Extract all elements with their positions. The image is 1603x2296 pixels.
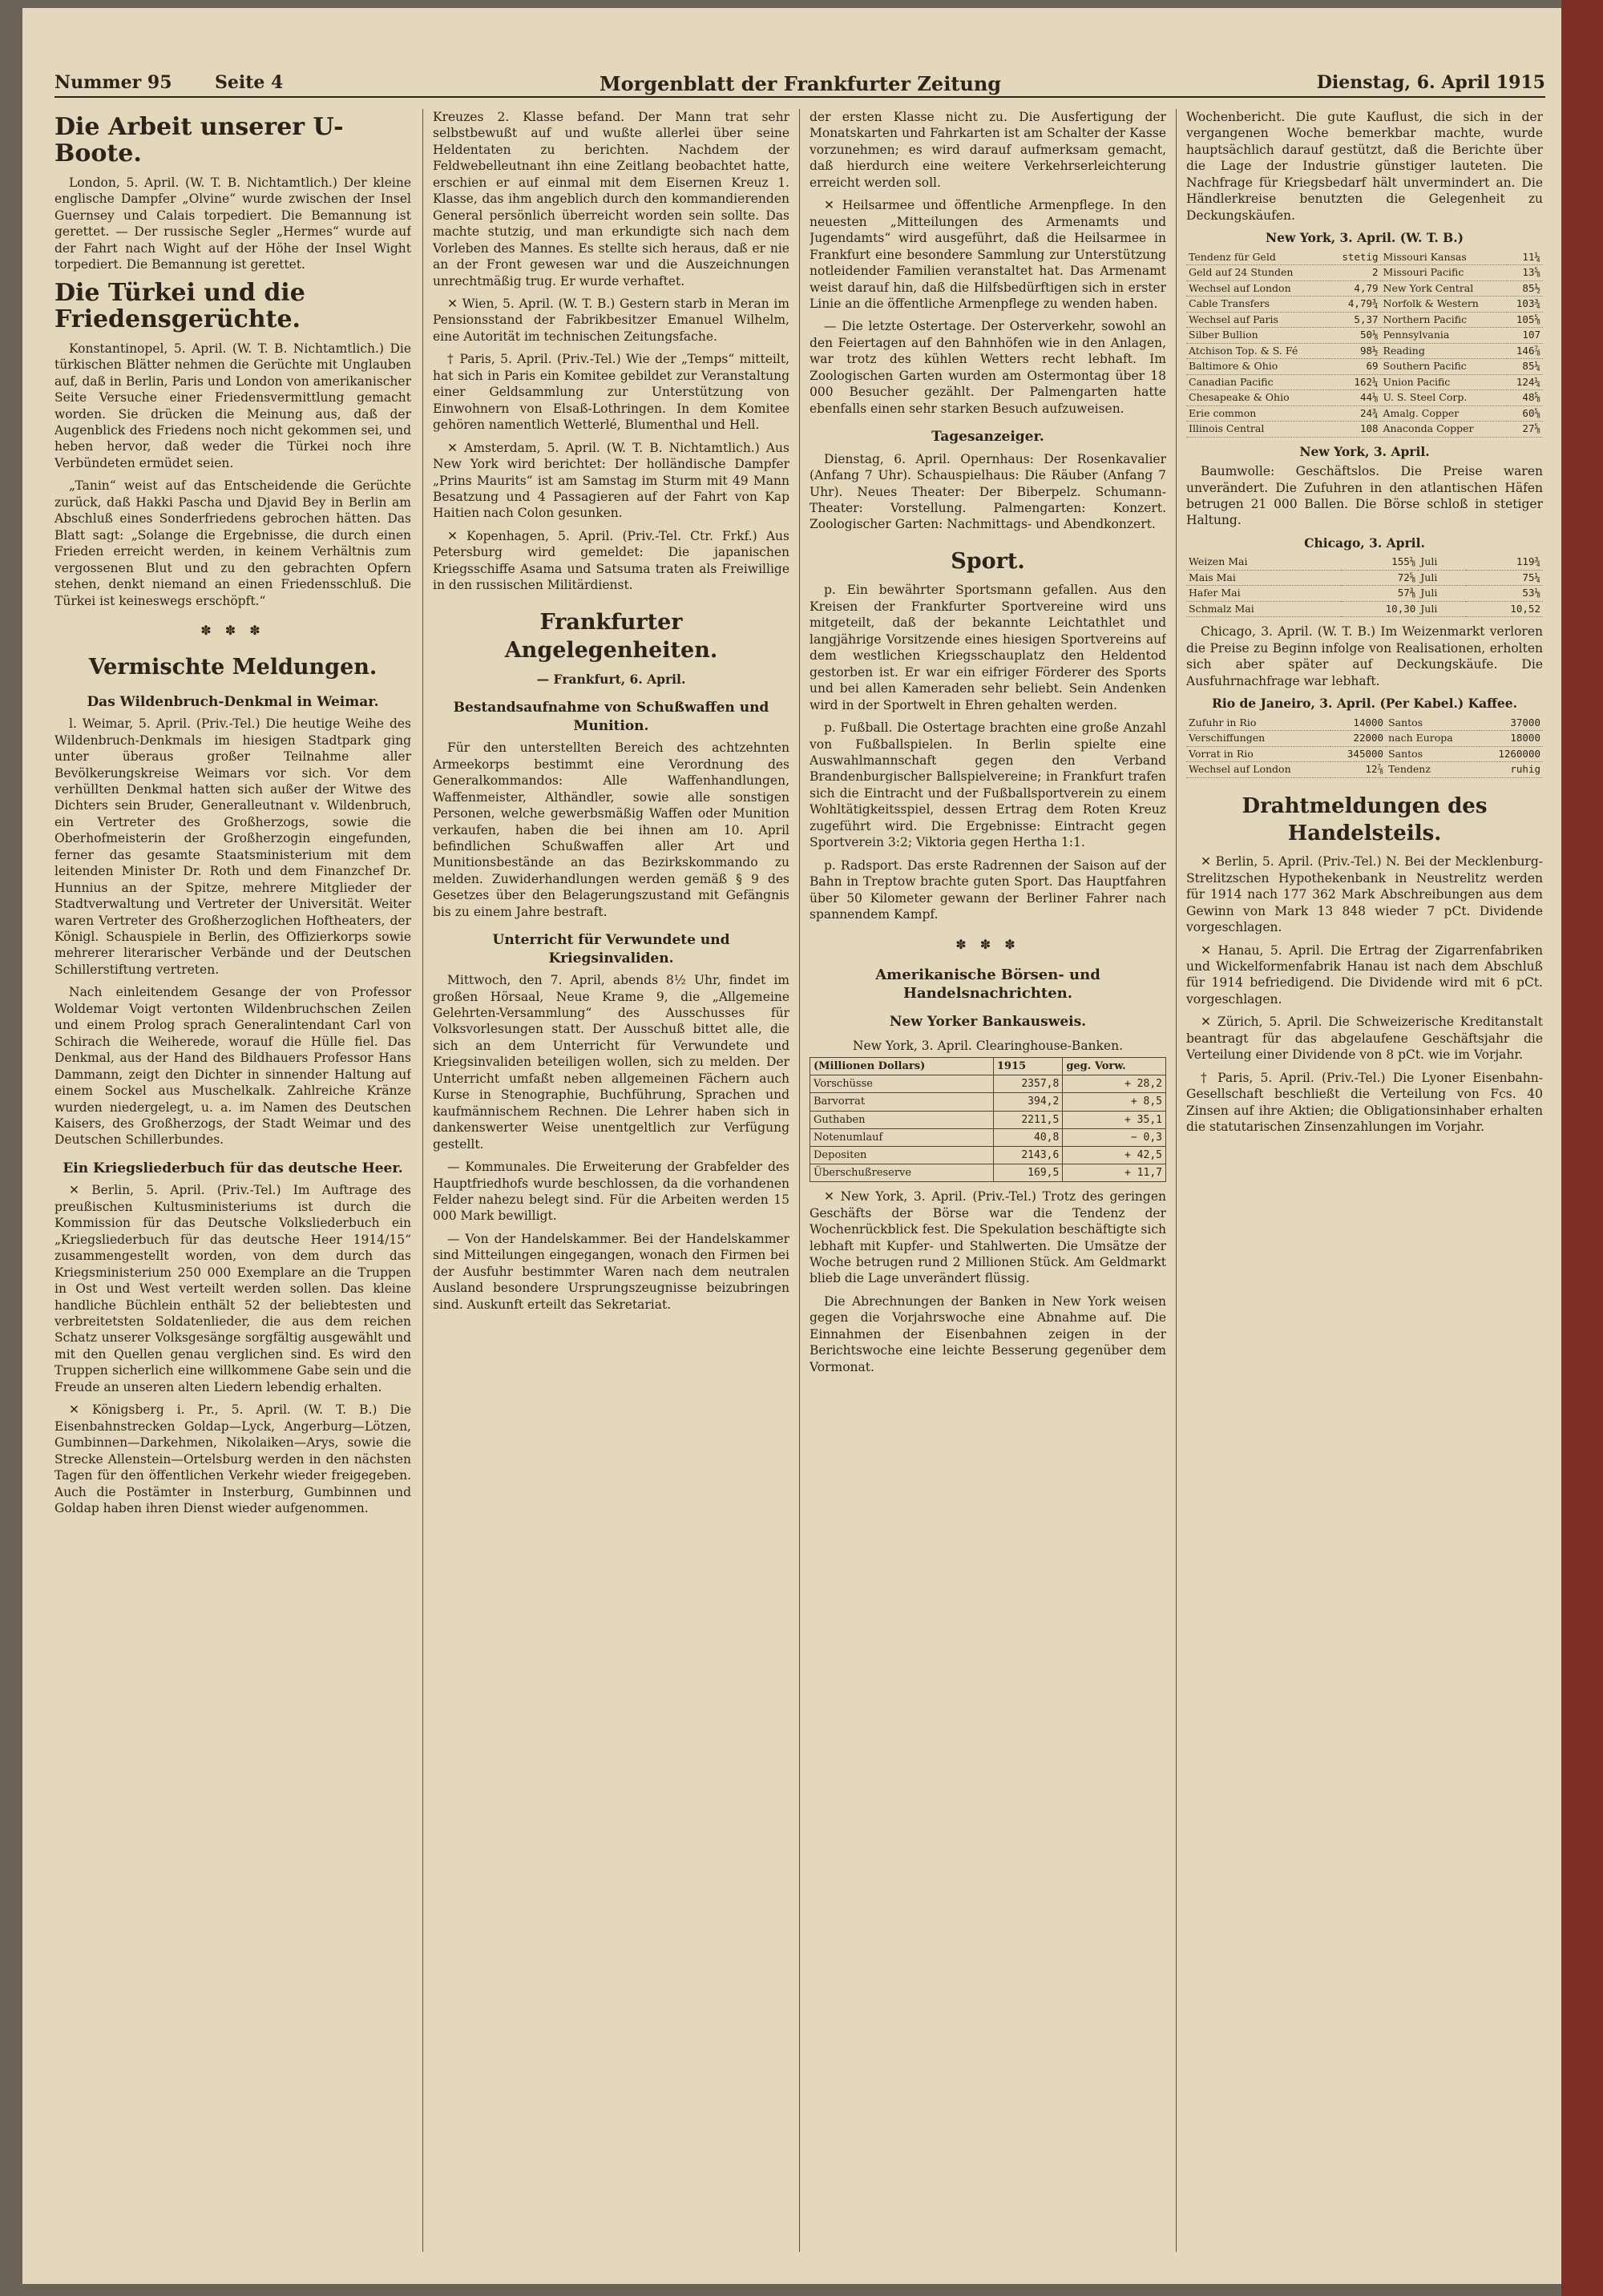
- article-paragraph: — Kommunales. Die Erweiterung der Grabfelder des Hauptfriedhofs wurde beschlossen, da die vorhandenen Felder nahezu belegt sind. Für die Arbeiten werden 15 000 Mark bewilligt.: [433, 1160, 789, 1224]
- table-cell: Notenumlauf: [810, 1128, 994, 1146]
- table-cell: 18000: [1480, 731, 1543, 747]
- table-cell: Northern Pacific: [1381, 312, 1507, 328]
- article-paragraph: — Von der Handelskammer. Bei der Handelskammer sind Mitteilungen eingegangen, wonach den Firmen bei der Ausfuhr bestimmter Waren nach dem neutralen Ausland besondere Ursprungszeugnisse beizubringen sind. Auskunft erteilt das Sekretariat.: [433, 1231, 789, 1312]
- table-cell: 2143,6: [993, 1146, 1062, 1164]
- table-row: [1186, 716, 1543, 731]
- table-row: [810, 1128, 1166, 1146]
- table-cell: U. S. Steel Corp.: [1381, 390, 1507, 406]
- table-cell: 162¼: [1329, 374, 1380, 390]
- table-cell: 57⅜: [1341, 586, 1418, 602]
- table-cell: Missouri Pacific: [1381, 265, 1507, 281]
- quote-table-newyork: [1186, 250, 1543, 438]
- table-cell: nach Europa: [1386, 731, 1480, 747]
- table-cell: Atchison Top. & S. Fé: [1186, 343, 1329, 359]
- table-cell: 60⅝: [1507, 406, 1543, 422]
- table-cell: Cable Transfers: [1186, 297, 1329, 313]
- table-cell: 103¾: [1507, 297, 1543, 313]
- table-cell: Pennsylvania: [1381, 328, 1507, 344]
- article-paragraph: Chicago, 3. April. (W. T. B.) Im Weizenmarkt verloren die Preise zu Beginn infolge von Realisationen, erholten sich aber später auf Deckungskäufe. Die Ausfuhrnachfrage war lebhaft.: [1186, 624, 1543, 688]
- table-cell: 2211,5: [993, 1111, 1062, 1128]
- table-cell: Überschußreserve: [810, 1164, 994, 1181]
- section-title-sport: Sport.: [951, 548, 1025, 574]
- article-paragraph: l. Weimar, 5. April. (Priv.-Tel.) Die heutige Weihe des Wildenbruch-Denkmals im hiesigen Stadtpark ging unter überaus großer Teilnahme aller Bevölkerungskreise Weimars vor sich. Vor dem verhüllten Denkmal hatten sich außer der Witwe des Dichters sein Bruder, Generalleutnant v. Wildenbruch, ein Vertreter des Großherzogs, sowie die Oberhofmeisterin der Großherzogin eingefunden, ferner das gesamte Staatsministerium mit dem leitenden Minister Dr. Roth und dem Finanzchef Dr. Hunnius an der Spitze, mehrere Mitglieder der Stadtverwaltung und Vertreter der Universität. Weiter waren Vertreter des Großherzoglichen Hoftheaters, der Königl. Schauspiele in Berlin, des Offizierkorps sowie mehrerer literarischer Verbände und der Deutschen Schillerstiftung vertreten.: [55, 716, 411, 977]
- dateline: New York, 3. April. (W. T. B.): [1266, 230, 1464, 246]
- book-binding-edge: [1561, 0, 1603, 2296]
- table-cell: Guthaben: [810, 1111, 994, 1128]
- table-row: [1186, 343, 1543, 359]
- table-subtitle: New York, 3. April. Clearinghouse-Banken.: [852, 1038, 1124, 1053]
- article-paragraph: ✕ Heilsarmee und öffentliche Armenpflege. In den neuesten „Mitteilungen des Armenamts und Jugendamts“ wird ausgeführt, daß die Heilsarmee in Frankfurt eine besondere Sammlung zur Unterstützung notleidender Familien veranstaltet hat. Das Armenamt weist darauf hin, daß die Hilfsbedürftigen sich in erster Linie an die öffentliche Armenpflege zu wenden haben.: [810, 198, 1166, 311]
- table-cell: Wechsel auf London: [1186, 280, 1329, 297]
- table-cell: 12⅞: [1330, 762, 1386, 778]
- table-row: [1186, 762, 1543, 778]
- table-cell: 108: [1329, 422, 1380, 438]
- article-paragraph: Baumwolle: Geschäftslos. Die Preise waren unverändert. Die Zufuhren in den atlantischen Häfen betrugen 21 000 Ballen. Die Börse schloß in stetiger Haltung.: [1186, 464, 1543, 528]
- table-cell: 119¾: [1466, 555, 1543, 570]
- table-row: [1186, 555, 1543, 570]
- subheading-schusswaffen: Bestandsaufnahme von Schußwaffen und Munition.: [453, 700, 769, 734]
- table-cell: Silber Bullion: [1186, 328, 1329, 344]
- table-cell: 345000: [1330, 746, 1386, 762]
- bank-table: [810, 1057, 1166, 1182]
- article-paragraph: der ersten Klasse nicht zu. Die Ausfertigung der Monatskarten und Fahrkarten ist am Schalter der Kasse vorzunehmen; es wird darauf aufmerksam gemacht, daß hierdurch eine weitere Verkehrserleichterung erreicht werden soll.: [810, 110, 1166, 190]
- column-3: [810, 109, 1166, 2252]
- table-header-row: [810, 1058, 1166, 1075]
- ornament-divider: ✽ ✽ ✽: [955, 936, 1020, 952]
- table-row: [1186, 601, 1543, 617]
- table-cell: Geld auf 24 Stunden: [1186, 265, 1329, 281]
- table-cell: 146⅞: [1507, 343, 1543, 359]
- table-cell: Illinois Central: [1186, 422, 1329, 438]
- table-row: [1186, 250, 1543, 265]
- article-paragraph: ✕ Berlin, 5. April. (Priv.-Tel.) Im Auftrage des preußischen Kultusministeriums ist durch die Kommission für das Deutsche Volksliederbuch ein „Kriegsliederbuch für das deutsche Heer 1914/15“ zusammengestellt worden, von dem durch das Kriegsministerium 250 000 Exemplare an die Truppen in Ost und West verteilt werden sollen. Das kleine handliche Büchlein enthält 52 der beliebtesten und verbreitetsten Soldatenlieder, die aus dem reichen Schatz unserer Volksgesänge sorgfältig ausgewählt und mit den Quellen genau verglichen sind. Es wird den Truppen sicherlich eine willkommene Gabe sein und die Freude an unseren alten Liedern lebendig erhalten.: [55, 1183, 411, 1394]
- table-row: [1186, 359, 1543, 375]
- table-row: [1186, 586, 1543, 602]
- table-cell: + 28,2: [1063, 1075, 1166, 1093]
- table-cell: Amalg. Copper: [1381, 406, 1507, 422]
- table-cell: + 35,1: [1063, 1111, 1166, 1128]
- table-cell: Zufuhr in Rio: [1186, 716, 1330, 731]
- article-paragraph: „Tanin“ weist auf das Entscheidende die Gerüchte zurück, daß Hakki Pascha und Djavid Bey in Berlin am Abschluß eines Sonderfriedens gebrochen hätten. Das Blatt sagt: „Solange die Ergebnisse, die durch einen Frieden erreicht werden, in keinem Verhältnis zum vergossenen Blut und zu den gebrachten Opfern stehen, denkt niemand an einen Friedensschluß. Die Türkei ist keineswegs erschöpft.“: [55, 478, 411, 608]
- table-cell: 85½: [1507, 280, 1543, 297]
- table-cell: 53⅛: [1466, 586, 1543, 602]
- newspaper-page: [22, 8, 1561, 2284]
- article-paragraph: ✕ Hanau, 5. April. Die Ertrag der Zigarrenfabriken und Wickelformenfabrik Hanau ist nach dem Abschluß für 1914 befriedigend. Die Dividende wird mit 6 pCt. vorgeschlagen.: [1186, 942, 1543, 1007]
- table-cell: − 0,3: [1063, 1128, 1166, 1146]
- table-cell: 2: [1329, 265, 1380, 281]
- article-paragraph: p. Radsport. Das erste Radrennen der Saison auf der Bahn in Treptow brachte guten Sport. Das Hauptfahren über 50 Kilometer gewann der Berliner Fahrer nach spannendem Kampf.: [810, 857, 1166, 922]
- table-cell: 24¾: [1329, 406, 1380, 422]
- article-paragraph: † Paris, 5. April. (Priv.-Tel.) Wie der „Temps“ mitteilt, hat sich in Paris ein Komitee gebildet zur Veranstaltung einer Geldsammlung zur Unterstützung von Einwohnern von Elsaß-Lothringen. In dem Komitee gehören namentlich Wetterlé, Blumenthal und Hell.: [433, 352, 789, 433]
- paper-title: Morgenblatt der Frankfurter Zeitung: [600, 72, 1002, 95]
- table-cell: 75¼: [1466, 570, 1543, 586]
- table-row: [1186, 328, 1543, 344]
- section-title-amerikanische-boersen: Amerikanische Börsen- und Handelsnachrichten.: [875, 966, 1100, 1003]
- quote-table-chicago: [1186, 555, 1543, 617]
- table-row: [1186, 746, 1543, 762]
- page-number: Seite 4: [215, 72, 284, 93]
- dateline: Chicago, 3. April.: [1304, 535, 1425, 551]
- table-cell: 2357,8: [993, 1075, 1062, 1093]
- article-paragraph: ✕ Kopenhagen, 5. April. (Priv.-Tel. Ctr. Frkf.) Aus Petersburg wird gemeldet: Die japanischen Kriegsschiffe Asama und Satsuma traten als Freiwillige in den russischen Militärdienst.: [433, 528, 789, 593]
- headline-u-boote: Die Arbeit unserer U-Boote.: [55, 113, 344, 167]
- table-header: (Millionen Dollars): [810, 1058, 994, 1075]
- table-cell: 14000: [1330, 716, 1386, 731]
- table-row: [1186, 390, 1543, 406]
- table-cell: 11¼: [1507, 250, 1543, 265]
- dateline: New York, 3. April.: [1299, 443, 1430, 459]
- table-cell: 40,8: [993, 1128, 1062, 1146]
- dateline: Rio de Janeiro, 3. April. (Per Kabel.) Kaffee.: [1211, 696, 1518, 712]
- table-cell: 44⅛: [1329, 390, 1380, 406]
- table-row: [810, 1111, 1166, 1128]
- table-header: geg. Vorw.: [1063, 1058, 1166, 1075]
- article-paragraph: ✕ Wien, 5. April. (W. T. B.) Gestern starb in Meran im Pensionsstand der Fabrikbesitzer Emanuel Wilhelm, eine Autorität im technischen Zeitungsfache.: [433, 296, 789, 344]
- table-cell: 1260000: [1480, 746, 1543, 762]
- table-cell: 4,79: [1329, 280, 1380, 297]
- headline-tuerkei: Die Türkei und die Friedensgerüchte.: [55, 278, 305, 333]
- table-cell: Juli: [1418, 555, 1466, 570]
- column-rule: [799, 109, 800, 2252]
- table-cell: Vorrat in Rio: [1186, 746, 1330, 762]
- article-paragraph: Konstantinopel, 5. April. (W. T. B. Nichtamtlich.) Die türkischen Blätter nehmen die Gerüchte mit Unglauben auf, daß in Berlin, Paris und London von amerikanischer Seite Versuche einer Friedensvermittlung gemacht worden. Sie drücken die Meinung aus, daß der Augenblick des Friedens noch nicht gekommen sei, und heben hervor, daß weder die Türkei noch ihre Verbündeten ermüdet seien.: [55, 341, 411, 470]
- table-cell: Hafer Mai: [1186, 586, 1341, 602]
- article-paragraph: ✕ Amsterdam, 5. April. (W. T. B. Nichtamtlich.) Aus New York wird berichtet: Der holländische Dampfer „Prins Maurits“ ist am Samstag im Sturm mit 49 Mann Besatzung und 4 Passagieren auf der Fahrt von Kap Haitien nach Colon gesunken.: [433, 440, 789, 521]
- table-cell: 27⅝: [1507, 422, 1543, 438]
- table-cell: Barvorrat: [810, 1093, 994, 1111]
- table-cell: 5,37: [1329, 312, 1380, 328]
- column-rule: [1176, 109, 1177, 2252]
- article-paragraph: † Paris, 5. April. (Priv.-Tel.) Die Lyoner Eisenbahn-Gesellschaft beschließt die Verteilung von Fcs. 40 Zinsen auf ihre Aktien; die Obligationsinhaber erhalten die statutarischen Zinsenzahlungen im Vorjahr.: [1186, 1070, 1543, 1135]
- table-cell: Schmalz Mai: [1186, 601, 1341, 617]
- table-cell: + 8,5: [1063, 1093, 1166, 1111]
- article-paragraph: ✕ New York, 3. April. (Priv.-Tel.) Trotz des geringen Geschäfts der Börse war die Tendenz der Wochenrückblick fest. Die Spekulation beschäftigte sich lebhaft mit Kupfer- und Stahlwerten. Die Umsätze der Woche betrugen rund 2 Millionen Stück. Am Geldmarkt blieb die Lage unverändert flüssig.: [810, 1189, 1166, 1286]
- table-cell: 48⅝: [1507, 390, 1543, 406]
- article-paragraph: Wochenbericht. Die gute Kauflust, die sich in der vergangenen Woche bemerkbar machte, wurde hauptsächlich darauf gestützt, daß die Berichte über die Lage der Industrie günstiger lauteten. Die Nachfrage für Kriegsbedarf hält unvermindert an. Die Händlerkreise benutzten die Gelegenheit zu Deckungskäufen.: [1186, 110, 1543, 223]
- table-cell: Santos: [1386, 746, 1480, 762]
- table-cell: Depositen: [810, 1146, 994, 1164]
- subheading-kriegsliederbuch: Ein Kriegsliederbuch für das deutsche Heer.: [63, 1160, 403, 1176]
- table-cell: 107: [1507, 328, 1543, 344]
- article-paragraph: — Die letzte Ostertage. Der Osterverkehr, sowohl an den Feiertagen auf den Bahnhöfen wie in den Anlagen, war trotz des kühlen Wetters recht lebhaft. Im Zoologischen Garten wurden am Ostermontag über 18 000 Besucher gezählt. Der Palmengarten hatte ebenfalls einen sehr starken Besuch aufzuweisen.: [810, 319, 1166, 416]
- table-cell: Norfolk & Western: [1381, 297, 1507, 313]
- article-paragraph: Kreuzes 2. Klasse befand. Der Mann trat sehr selbstbewußt auf und wußte allerlei über seine Heldentaten zu berichten. Nachdem der Feldwebelleutnant ihn eine Zeitlang beobachtet hatte, erschien er auf einmal mit dem Eisernen Kreuz 1. Klasse, das ihm angeblich durch den kommandierenden General persönlich überreicht worden sein sollte. Das machte stutzig, und man erkundigte sich nach dem Vorleben des Mannes. Es stellte sich heraus, daß er nie an der Front gewesen war und die Auszeichnungen unrechtmäßig trug. Er wurde verhaftet.: [433, 110, 789, 289]
- subheading-tagesanzeiger: Tagesanzeiger.: [931, 429, 1044, 446]
- table-cell: Vorschüsse: [810, 1075, 994, 1093]
- table-cell: Wechsel auf Paris: [1186, 312, 1329, 328]
- table-cell: 72⅝: [1341, 570, 1418, 586]
- article-paragraph: Die Abrechnungen der Banken in New York weisen gegen die Vorjahrswoche eine Abnahme auf. Die Einnahmen der Eisenbahnen zeigen in der Berichtswoche eine leichte Besserung gegenüber dem Vormonat.: [810, 1293, 1166, 1374]
- table-cell: stetig: [1329, 250, 1380, 265]
- table-cell: Verschiffungen: [1186, 731, 1330, 747]
- section-title-drahtmeldungen: Drahtmeldungen des Handelsteils.: [1242, 793, 1488, 845]
- table-cell: Tendenz für Geld: [1186, 250, 1329, 265]
- table-row: [1186, 570, 1543, 586]
- article-paragraph: ✕ Königsberg i. Pr., 5. April. (W. T. B.) Die Eisenbahnstrecken Goldap—Lyck, Angerburg—Lötzen, Gumbinnen—Darkehmen, Nikolaiken—Arys, sowie die Strecke Allenstein—Ortelsburg werden in den nächsten Tagen für den öffentlichen Verkehr wieder freigegeben. Auch die Postämter in Insterburg, Gumbinnen und Goldap haben ihren Dienst wieder aufgenommen.: [55, 1402, 411, 1515]
- table-row: [1186, 406, 1543, 422]
- table-cell: Anaconda Copper: [1381, 422, 1507, 438]
- table-row: [1186, 422, 1543, 438]
- table-row: [1186, 374, 1543, 390]
- table-cell: 155⅛: [1341, 555, 1418, 570]
- table-cell: New York Central: [1381, 280, 1507, 297]
- table-row: [1186, 280, 1543, 297]
- article-paragraph: Dienstag, 6. April. Opernhaus: Der Rosenkavalier (Anfang 7 Uhr). Schauspielhaus: Die Räuber (Anfang 7 Uhr). Neues Theater: Der Biberpelz. Schumann-Theater: Vorstellung. Palmengarten: Konzert. Zoologischer Garten: Nachmittags- und Abendkonzert.: [810, 451, 1166, 532]
- table-cell: Santos: [1386, 716, 1480, 731]
- issue-number: Nummer 95: [55, 72, 172, 93]
- dateline: — Frankfurt, 6. April.: [536, 671, 686, 687]
- column-1: [55, 109, 411, 2252]
- table-row: [1186, 297, 1543, 313]
- table-cell: Erie common: [1186, 406, 1329, 422]
- table-cell: 50⅛: [1329, 328, 1380, 344]
- table-cell: Union Pacific: [1381, 374, 1507, 390]
- column-4: [1186, 109, 1543, 2252]
- column-rule: [422, 109, 423, 2252]
- table-cell: 37000: [1480, 716, 1543, 731]
- article-paragraph: London, 5. April. (W. T. B. Nichtamtlich.) Der kleine englische Dampfer „Olvine“ wurde zwischen der Insel Guernsey und Calais torpediert. Die Bemannung ist gerettet. — Der russische Segler „Hermes“ wurde auf der Fahrt nach Wight auf der Höhe der Insel Wight torpediert. Die Bemannung ist gerettet.: [55, 176, 411, 272]
- article-paragraph: Nach einleitendem Gesange der von Professor Woldemar Voigt vertonten Wildenbruchschen Zeilen und einem Prolog sprach Generalintendant Carl von Schirach die Weiherede, worauf die Hülle fiel. Das Denkmal, aus der Hand des Bildhauers Professor Hans Dammann, zeigt den Dichter in sinnender Haltung auf einem Sockel aus Muschelkalk. Zahlreiche Kränze wurden niedergelegt, u. a. im Namen des Deutschen Kaisers, des Großherzogs, der Stadt Weimar und des Deutschen Schillerbundes.: [55, 985, 411, 1148]
- table-cell: Baltimore & Ohio: [1186, 359, 1329, 375]
- table-row: [1186, 312, 1543, 328]
- table-cell: 105⅝: [1507, 312, 1543, 328]
- table-cell: Missouri Kansas: [1381, 250, 1507, 265]
- table-cell: 169,5: [993, 1164, 1062, 1181]
- table-cell: Juli: [1418, 586, 1466, 602]
- column-2: [433, 109, 789, 2252]
- table-cell: Weizen Mai: [1186, 555, 1341, 570]
- article-paragraph: ✕ Berlin, 5. April. (Priv.-Tel.) N. Bei der Mecklenburg-Strelitzschen Hypothekenbank in Neustrelitz werden für 1914 nach 177 362 Mark Abschreibungen aus dem Gewinn von Mark 13 848 wieder 7 pCt. Dividende vorgeschlagen.: [1186, 854, 1543, 935]
- ornament-divider: ✽ ✽ ✽: [200, 622, 265, 638]
- table-cell: + 11,7: [1063, 1164, 1166, 1181]
- table-cell: 69: [1329, 359, 1380, 375]
- table-row: [810, 1093, 1166, 1111]
- article-paragraph: Für den unterstellten Bereich des achtzehnten Armeekorps bestimmt eine Verordnung des Generalkommandos: Alle Waffenhandlungen, Waffenmeister, Althändler, sowie alle sonstigen Personen, welche gewerbsmäßig Waffen oder Munition verkaufen, haben die bei ihnen am 10. April befindlichen Schußwaffen aller Art und Munitionsbestände an das Bezirkskommando zu melden. Zuwiderhandlungen werden gemäß § 9 des Gesetzes über den Belagerungszustand mit Gefängnis bis zu einem Jahre bestraft.: [433, 740, 789, 919]
- article-paragraph: ✕ Zürich, 5. April. Die Schweizerische Kreditanstalt beantragt für das abgelaufene Geschäftsjahr die Verteilung einer Dividende von 8 pCt. wie im Vorjahr.: [1186, 1015, 1543, 1063]
- article-paragraph: Mittwoch, den 7. April, abends 8½ Uhr, findet im großen Hörsaal, Neue Krame 9, die „Allgemeine Gelehrten-Versammlung“ des Ausschusses für Volksvorlesungen statt. Der Ausschuß bittet alle, die sich an dem Unterricht für Verwundete und Kriegsinvaliden beteiligen wollen, sich zu melden. Der Unterricht umfaßt neben allgemeinen Fächern auch Kurse in Stenographie, Buchführung, Sprachen und kaufmännischem Rechnen. Die Lehrer haben sich in dankenswerter Weise unentgeltlich zur Verfügung gestellt.: [433, 973, 789, 1152]
- table-cell: 4,79¾: [1329, 297, 1380, 313]
- table-row: [1186, 731, 1543, 747]
- table-cell: Tendenz: [1386, 762, 1480, 778]
- table-cell: Juli: [1418, 570, 1466, 586]
- table-cell: 85¼: [1507, 359, 1543, 375]
- subheading-wildenbruch: Das Wildenbruch-Denkmal in Weimar.: [87, 693, 379, 710]
- table-cell: 22000: [1330, 731, 1386, 747]
- article-paragraph: p. Fußball. Die Ostertage brachten eine große Anzahl von Fußballspielen. In Berlin spielte eine Auswahlmannschaft gegen den Verband Brandenburgischer Ballspielvereine; in Frankfurt trafen sich die Eintracht und der Fußballsportverein zu einem Wohltätigkeitsspiel, dessen Ertrag dem Roten Kreuz zugeführt wird. Die Ergebnisse: Eintracht gegen Sportverein 3:2; Viktoria gegen Hertha 1:1.: [810, 720, 1166, 850]
- table-row: [810, 1075, 1166, 1093]
- section-title-frankfurt: Frankfurter Angelegenheiten.: [504, 609, 718, 664]
- table-cell: 10,52: [1466, 601, 1543, 617]
- table-cell: Wechsel auf London: [1186, 762, 1330, 778]
- quote-table-rio: [1186, 716, 1543, 778]
- table-header: 1915: [993, 1058, 1062, 1075]
- table-row: [1186, 265, 1543, 281]
- subheading-unterricht: Unterricht für Verwundete und Kriegsinvaliden.: [492, 932, 730, 966]
- table-cell: Canadian Pacific: [1186, 374, 1329, 390]
- table-row: [810, 1146, 1166, 1164]
- table-cell: 98½: [1329, 343, 1380, 359]
- section-title-vermischte: Vermischte Meldungen.: [88, 655, 378, 680]
- table-cell: ruhig: [1480, 762, 1543, 778]
- issue-date: Dienstag, 6. April 1915: [1316, 72, 1545, 93]
- table-title-bankausweis: New Yorker Bankausweis.: [889, 1014, 1087, 1031]
- table-row: [810, 1164, 1166, 1181]
- table-cell: Juli: [1418, 601, 1466, 617]
- table-cell: 13⅝: [1507, 265, 1543, 281]
- table-cell: 394,2: [993, 1093, 1062, 1111]
- table-cell: Southern Pacific: [1381, 359, 1507, 375]
- article-paragraph: p. Ein bewährter Sportsmann gefallen. Aus den Kreisen der Frankfurter Sportvereine wird uns mitgeteilt, daß der bekannte Leichtathlet und langjährige Vorsitzende eines hiesigen Sportvereins auf dem westlichen Kriegsschauplatz den Heldentod gestorben ist. Er war ein eifriger Förderer des Sports und bei allen Kameraden sehr beliebt. Sein Andenken wird in der Sportwelt in Ehren gehalten werden.: [810, 583, 1166, 712]
- masthead: [55, 69, 1545, 98]
- table-cell: Reading: [1381, 343, 1507, 359]
- table-cell: Mais Mai: [1186, 570, 1341, 586]
- table-cell: 10,30: [1341, 601, 1418, 617]
- table-cell: 124¼: [1507, 374, 1543, 390]
- table-cell: Chesapeake & Ohio: [1186, 390, 1329, 406]
- table-cell: + 42,5: [1063, 1146, 1166, 1164]
